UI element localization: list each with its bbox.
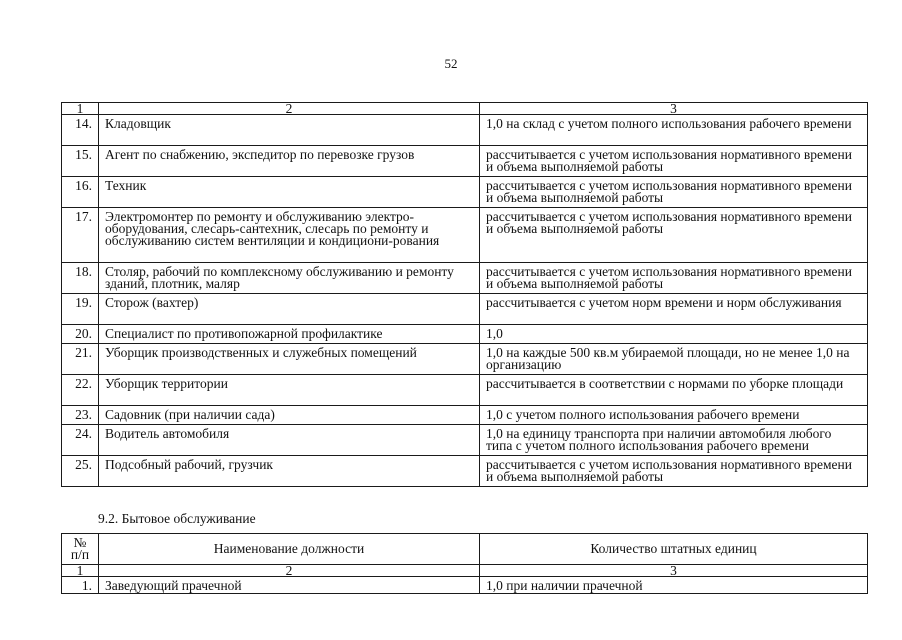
household-service-table	[61, 533, 868, 594]
position-name: Кладовщик	[99, 115, 480, 146]
position-name: Уборщик производственных и служебных помещений	[99, 344, 480, 375]
table-row	[62, 375, 868, 406]
staff-units: 1,0 на каждые 500 кв.м убираемой площади, но не менее 1,0 на организацию	[480, 344, 868, 375]
row-number: 17.	[62, 208, 99, 263]
row-number: 1.	[62, 577, 99, 594]
table-row	[62, 456, 868, 487]
column-number-row	[62, 565, 868, 577]
row-number: 22.	[62, 375, 99, 406]
row-number: 25.	[62, 456, 99, 487]
header-position-name: Наименование должности	[99, 534, 480, 565]
column-number: 2	[99, 565, 480, 577]
position-name: Агент по снабжению, экспедитор по перевозке грузов	[99, 146, 480, 177]
column-number: 2	[99, 103, 480, 115]
staff-units: рассчитывается с учетом использования нормативного времени и объема выполняемой работы	[480, 146, 868, 177]
position-name: Специалист по противопожарной профилактике	[99, 325, 480, 344]
position-name: Техник	[99, 177, 480, 208]
page-number: 52	[444, 56, 458, 71]
staffing-table	[61, 102, 868, 487]
position-name: Уборщик территории	[99, 375, 480, 406]
column-number: 1	[62, 103, 99, 115]
row-number: 19.	[62, 294, 99, 325]
row-number: 21.	[62, 344, 99, 375]
row-number: 16.	[62, 177, 99, 208]
table-row	[62, 146, 868, 177]
table-row	[62, 263, 868, 294]
table-row	[62, 344, 868, 375]
row-number: 18.	[62, 263, 99, 294]
table-row	[62, 115, 868, 146]
column-number: 1	[62, 565, 99, 577]
row-number: 20.	[62, 325, 99, 344]
position-name: Водитель автомобиля	[99, 425, 480, 456]
position-name: Электромонтер по ремонту и обслуживанию электро-оборудования, слесарь-сантехник, слесарь по ремонту и обслуживанию систем вентиляции и кондициони-рования	[99, 208, 480, 263]
staff-units: рассчитывается в соответствии с нормами по уборке площади	[480, 375, 868, 406]
staff-units: рассчитывается с учетом использования нормативного времени и объема выполняемой работы	[480, 177, 868, 208]
position-name: Садовник (при наличии сада)	[99, 406, 480, 425]
staff-units: рассчитывается с учетом норм времени и норм обслуживания	[480, 294, 868, 325]
column-number: 3	[480, 103, 868, 115]
staff-units: 1,0 при наличии прачечной	[480, 577, 868, 594]
position-name: Подсобный рабочий, грузчик	[99, 456, 480, 487]
header-number	[62, 534, 99, 565]
table-row	[62, 208, 868, 263]
staff-units: 1,0 на единицу транспорта при наличии автомобиля любого типа с учетом полного использования рабочего времени	[480, 425, 868, 456]
row-number: 15.	[62, 146, 99, 177]
staff-units: 1,0 с учетом полного использования рабочего времени	[480, 406, 868, 425]
staff-units: 1,0 на склад с учетом полного использования рабочего времени	[480, 115, 868, 146]
row-number: 23.	[62, 406, 99, 425]
position-name: Заведующий прачечной	[99, 577, 480, 594]
table-row	[62, 325, 868, 344]
row-number: 24.	[62, 425, 99, 456]
header-staff-units: Количество штатных единиц	[480, 534, 868, 565]
section-title: 9.2. Бытовое обслуживание	[98, 511, 256, 526]
staff-units: рассчитывается с учетом использования нормативного времени и объема выполняемой работы	[480, 263, 868, 294]
staff-units: рассчитывается с учетом использования нормативного времени и объема выполняемой работы	[480, 208, 868, 263]
table-header-row	[62, 534, 868, 565]
header-number-line1: №	[73, 535, 87, 550]
column-number: 3	[480, 565, 868, 577]
table-row	[62, 577, 868, 594]
row-number: 14.	[62, 115, 99, 146]
staff-units: 1,0	[480, 325, 868, 344]
table-row	[62, 294, 868, 325]
staff-units: рассчитывается с учетом использования нормативного времени и объема выполняемой работы	[480, 456, 868, 487]
table-row	[62, 406, 868, 425]
table-row	[62, 177, 868, 208]
position-name: Сторож (вахтер)	[99, 294, 480, 325]
header-number-line2: п/п	[70, 547, 90, 562]
table-row	[62, 425, 868, 456]
column-number-row	[62, 103, 868, 115]
position-name: Столяр, рабочий по комплексному обслуживанию и ремонту зданий, плотник, маляр	[99, 263, 480, 294]
